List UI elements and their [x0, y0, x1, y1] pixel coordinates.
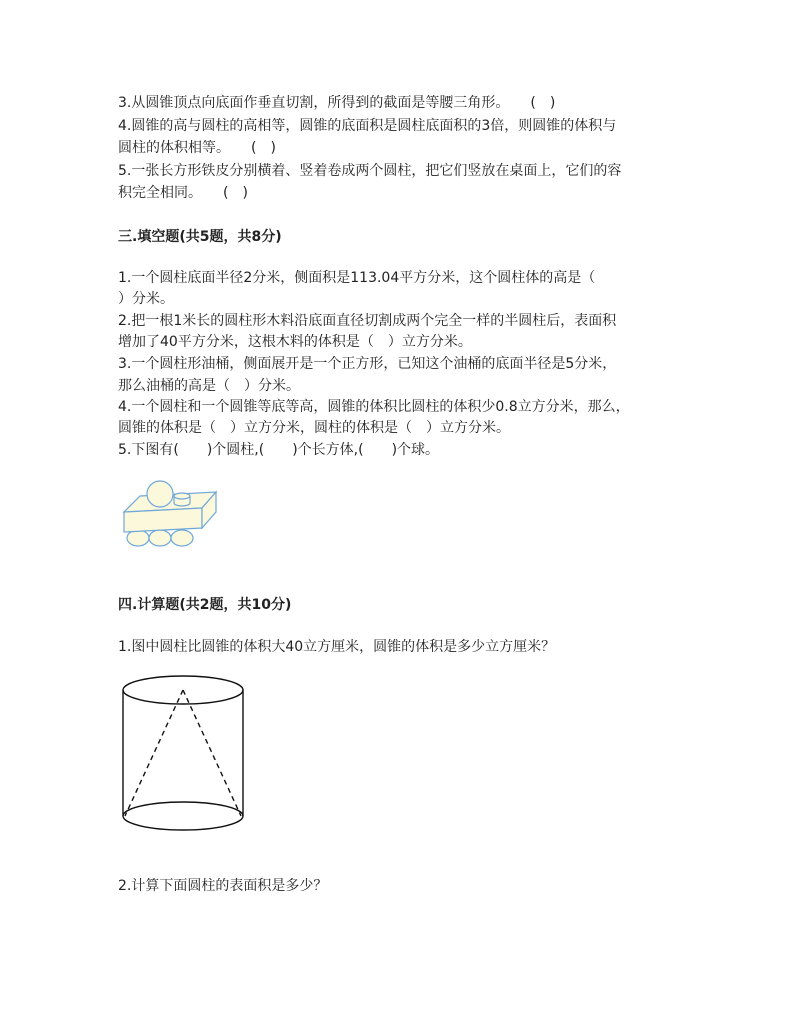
cuboid-front: [124, 508, 202, 532]
judge-question-4-line-2: 圆柱的体积相等。 ( ): [118, 140, 276, 156]
fill-question-4-line-2: 圆锥的体积是（ ）立方分米，圆柱的体积是（ ）立方分米。: [118, 420, 510, 436]
fill-question-2-line-1: 2.把一根1米长的圆柱形木料沿底面直径切割成两个完全一样的半圆柱后，表面积: [118, 313, 617, 329]
wheel-left: [127, 530, 149, 546]
fill-section-heading: 三.填空题(共5题，共8分): [118, 229, 282, 245]
judge-question-5-line-1: 5.一张长方形铁皮分别横着、竖着卷成两个圆柱，把它们竖放在桌面上，它们的容: [118, 163, 622, 179]
cylinder-bottom-back: [123, 802, 243, 816]
fill-question-3-line-1: 3.一个圆柱形油桶，侧面展开是一个正方形，已知这个油桶的底面半径是5分米，: [118, 356, 617, 372]
cylinder-bottom-front: [123, 816, 243, 830]
calc-question-1: 1.图中圆柱比圆锥的体积大40立方厘米，圆锥的体积是多少立方厘米？: [118, 639, 556, 655]
sphere: [147, 481, 173, 507]
cone-right-edge: [183, 690, 241, 816]
judge-question-4-line-1: 4.圆锥的高与圆柱的高相等，圆锥的底面积是圆柱底面积的3倍，则圆锥的体积与: [118, 118, 617, 134]
wheel-middle: [149, 530, 171, 546]
fill-question-1-line-1: 1.一个圆柱底面半径2分米，侧面积是113.04平方分米，这个圆柱体的高是（: [118, 270, 596, 286]
wheel-right: [171, 530, 193, 546]
cylinder-cone-figure: [118, 672, 252, 838]
shapes-figure: [118, 476, 222, 552]
calc-question-2: 2.计算下面圆柱的表面积是多少？: [118, 878, 328, 894]
fill-question-1-line-2: ）分米。: [118, 291, 174, 307]
calc-section-heading: 四.计算题(共2题，共10分): [118, 597, 292, 613]
cone-left-edge: [125, 690, 183, 816]
fill-question-2-line-2: 增加了40平方分米，这根木料的体积是（ ）立方分米。: [118, 334, 472, 350]
fill-question-3-line-2: 那么油桶的高是（ ）分米。: [118, 378, 300, 394]
judge-question-3: 3.从圆锥顶点向底面作垂直切割，所得到的截面是等腰三角形。 ( ): [118, 95, 556, 111]
judge-question-5-line-2: 积完全相同。 ( ): [118, 185, 248, 201]
fill-question-4-line-1: 4.一个圆柱和一个圆锥等底等高，圆锥的体积比圆柱的体积少0.8立方分米，那么，: [118, 399, 630, 415]
fill-question-5: 5.下图有( )个圆柱,( )个长方体,( )个球。: [118, 442, 440, 458]
